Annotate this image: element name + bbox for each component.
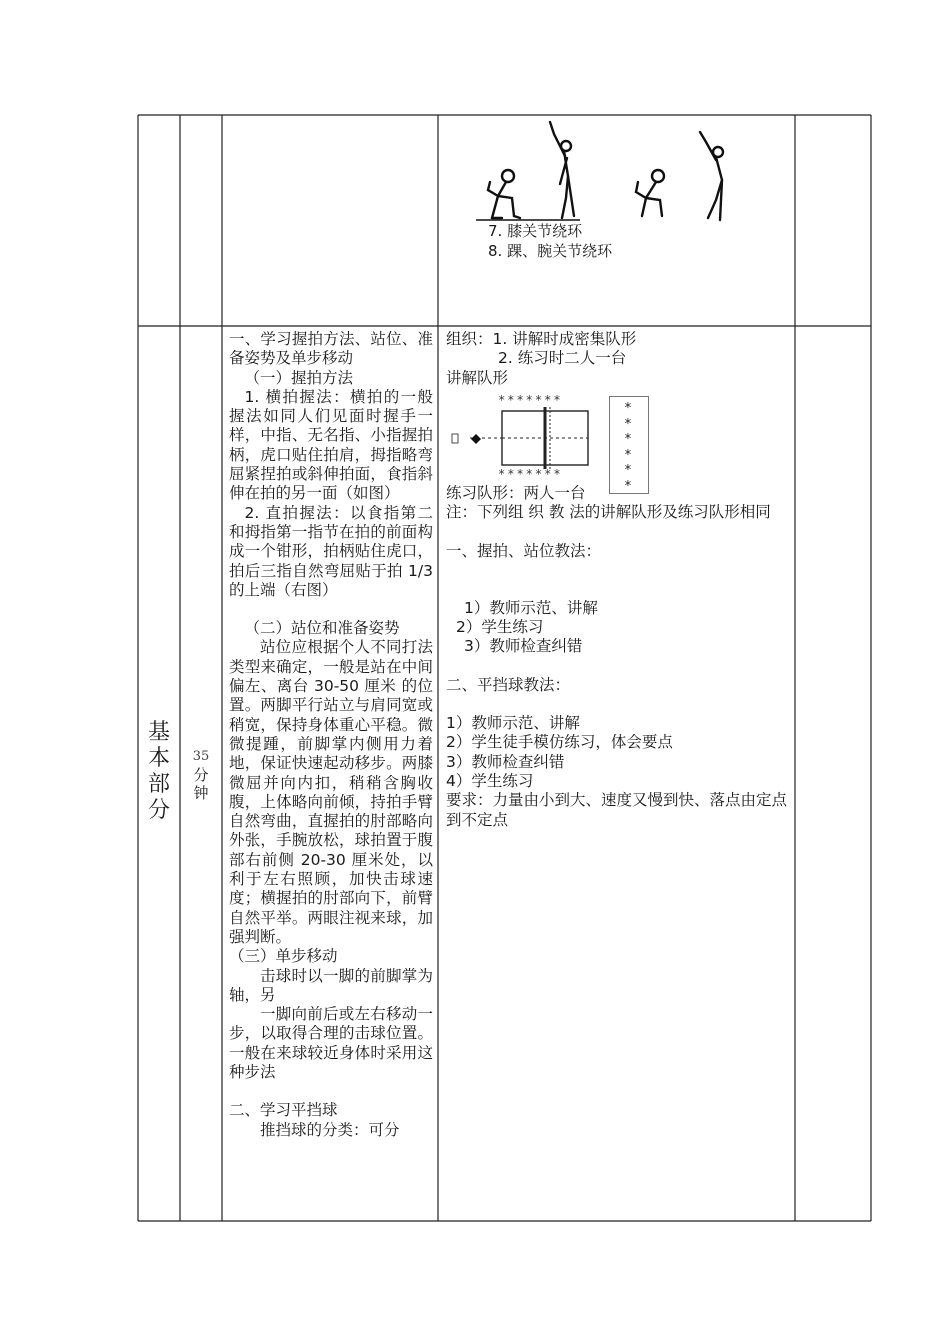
push-step-4: 4）学生练习 xyxy=(446,771,534,790)
figure-standing-arm-2 xyxy=(700,132,723,220)
requirements: 要求：力量由小到大、速度又慢到快、落点由定点到不定点 xyxy=(446,791,788,829)
push-step-2: 2）学生徒手模仿练习，体会要点 xyxy=(446,733,673,752)
method-step-3: 3）教师检查纠错 xyxy=(464,637,583,656)
joint-exercise-figures xyxy=(470,118,760,228)
org-line-3: 讲解队形 xyxy=(446,368,509,387)
content-heading-1: 一、学习握拍方法、站位、准备姿势及单步移动 xyxy=(229,330,433,368)
content-step-detail-2: 一脚向前后或左右移动一步，以取得合理的击球位置。一般在来球较近身体时采用这种步法 xyxy=(229,1005,433,1081)
figure-knee-squat-1 xyxy=(488,170,520,218)
content-stance-detail: 站位应根据个人不同打法类型来确定，一般是站在中间偏左、离台 30-50 厘米 的位置。两脚平行站立与肩同宽或稍宽，保持身体重心平稳。微微提踵，前脚掌内侧用力着地，保证快速起动移步。两膝微屈并向内扣，稍稍含胸收腹，上体略向前倾，持拍手臂自然弯曲，直握拍的肘部略向外张，手腕放松，球拍置于腹部右前侧 20-30 厘米处，以利于左右照顾，加快击球速度；横握拍的肘部向下，前臂自然平举。两眼注视来球，加强判断。 xyxy=(229,638,433,946)
formation-note: 注：下列组 织 教 法的讲解队形及练习队形相同 xyxy=(446,503,771,522)
teaching-content xyxy=(229,330,433,1140)
stars-bottom: ******* xyxy=(498,467,563,481)
section-label-basic-part: 基 本 部 分 xyxy=(147,720,170,823)
figure-standing-arm-1 xyxy=(550,122,574,218)
method-heading-1: 一、握拍、站位教法： xyxy=(446,541,602,560)
content-heading-2: 二、学习平挡球 xyxy=(229,1101,338,1120)
method-step-2: 2）学生练习 xyxy=(456,618,544,637)
practice-formation: 练习队形：两人一台 xyxy=(446,484,586,502)
figure-knee-squat-2 xyxy=(636,170,664,216)
content-subheading-stance: （二）站位和准备姿势 xyxy=(244,619,400,638)
side-student-column: * * * * * * xyxy=(609,396,649,494)
org-line-1: 组织：1. 讲解时成密集队形 xyxy=(446,330,637,348)
content-subheading-grip: （一）握拍方法 xyxy=(244,368,354,387)
method-heading-2: 二、平挡球教法： xyxy=(446,675,571,694)
stars-top: ******* xyxy=(498,393,563,407)
teaching-method-continued xyxy=(446,484,790,830)
figure-caption-2: 8. 踝、腕关节绕环 xyxy=(488,242,613,260)
content-push-block-intro: 推挡球的分类：可分 xyxy=(260,1120,400,1139)
push-step-1: 1）教师示范、讲解 xyxy=(446,714,580,733)
org-line-2: 2. 练习时二人一台 xyxy=(498,349,627,368)
method-step-1: 1）教师示范、讲解 xyxy=(464,598,598,617)
time-35-minutes: 35 分 钟 xyxy=(192,749,210,802)
content-step-detail-1: 击球时以一脚的前脚掌为轴，另 xyxy=(229,966,433,1004)
teaching-method xyxy=(446,330,790,388)
push-step-3: 3）教师检查纠错 xyxy=(446,752,565,771)
content-shakehand-grip: 1. 横拍握法：横拍的一般握法如同人们见面时握手一样，中指、无名指、小指握拍柄，虎口贴住拍肩，拇指略弯屈紧捏拍或斜伸拍面，食指斜伸在拍的另一面（如图） xyxy=(229,387,433,503)
content-penhold-grip: 2. 直拍握法：以食指第二和拇指第一指节在拍的前面构成一个钳形，拍柄贴住虎口，拍后三指自然弯屈贴于拍 1/3 的上端（右图） xyxy=(229,503,433,599)
content-subheading-step: （三）单步移动 xyxy=(229,947,338,966)
figure-caption-1: 7. 膝关节绕环 xyxy=(488,222,583,240)
